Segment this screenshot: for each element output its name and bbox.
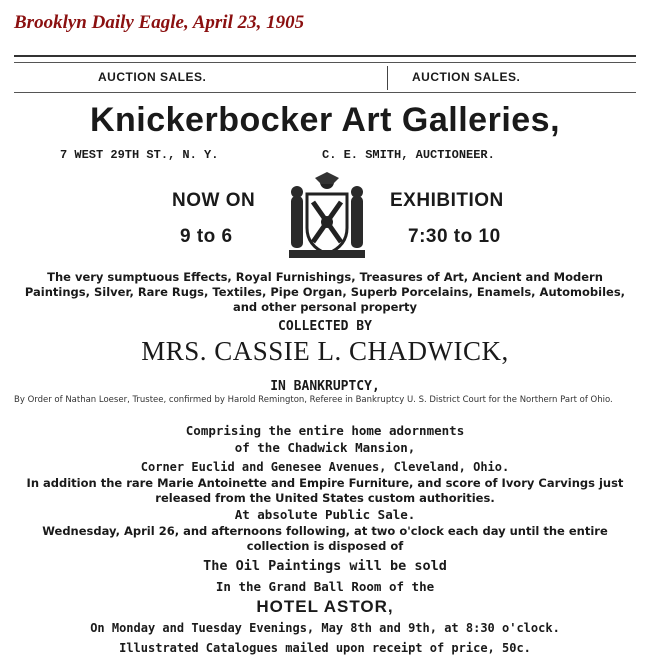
bankruptcy: IN BANKRUPTCY, <box>270 379 380 394</box>
gallery-title: Knickerbocker Art Galleries, <box>89 101 561 139</box>
top-rule-thin <box>14 62 636 63</box>
newspaper-caption: Brooklyn Daily Eagle, April 23, 1905 <box>14 12 305 33</box>
court-order-note: By Order of Nathan Loeser, Trustee, confirmed by Harold Remington, Referee in Bankruptcy U. S. District Court for the Northern Part of Ohio. <box>14 395 613 405</box>
now-on: NOW ON <box>172 190 256 211</box>
hours-evening: 7:30 to 10 <box>408 226 501 247</box>
catalogues-line: Illustrated Catalogues mailed upon receipt of price, 50c. <box>119 641 531 655</box>
header-divider <box>387 66 388 90</box>
header-bottom-rule <box>14 92 636 93</box>
absolute-sale: At absolute Public Sale. <box>234 507 416 522</box>
mansion-line: of the Chadwick Mansion, <box>234 440 416 455</box>
address: 7 WEST 29TH ST., N. Y. <box>60 148 219 162</box>
corner-line: Corner Euclid and Genesee Avenues, Cleveland, Ohio. <box>140 460 510 474</box>
collected-by: COLLECTED BY <box>278 319 372 334</box>
auctioneer: C. E. SMITH, AUCTIONEER. <box>322 148 495 162</box>
exhibition: EXHIBITION <box>390 190 504 211</box>
addition-text: In addition the rare Marie Antoinette and Empire Furniture, and score of Ivory Carvings just released from the United States custom authorities. <box>26 476 624 505</box>
evenings-line: On Monday and Tuesday Evenings, May 8th and 9th, at 8:30 o'clock. <box>90 621 560 635</box>
comprising-line: Comprising the entire home adornments <box>185 423 465 438</box>
wednesday-text: Wednesday, April 26, and afternoons following, at two o'clock each day until the entire collection is disposed of <box>42 524 608 553</box>
hours-day: 9 to 6 <box>180 226 233 247</box>
oil-paintings-line: The Oil Paintings will be sold <box>203 558 447 574</box>
coat-of-arms-icon <box>287 170 367 262</box>
hotel-astor: HOTEL ASTOR, <box>256 597 394 616</box>
top-rule <box>14 55 636 57</box>
header-left: AUCTION SALES. <box>98 70 207 84</box>
description: The very sumptuous Effects, Royal Furnishings, Treasures of Art, Ancient and Modern Paintings, Silver, Rare Rugs, Textiles, Pipe Organ, Superb Porcelains, Enamels, Automobiles, and other personal property <box>24 270 626 314</box>
owner-name: MRS. CASSIE L. CHADWICK, <box>141 336 509 366</box>
header-right: AUCTION SALES. <box>412 70 521 84</box>
ballroom-line: In the Grand Ball Room of the <box>215 579 435 594</box>
